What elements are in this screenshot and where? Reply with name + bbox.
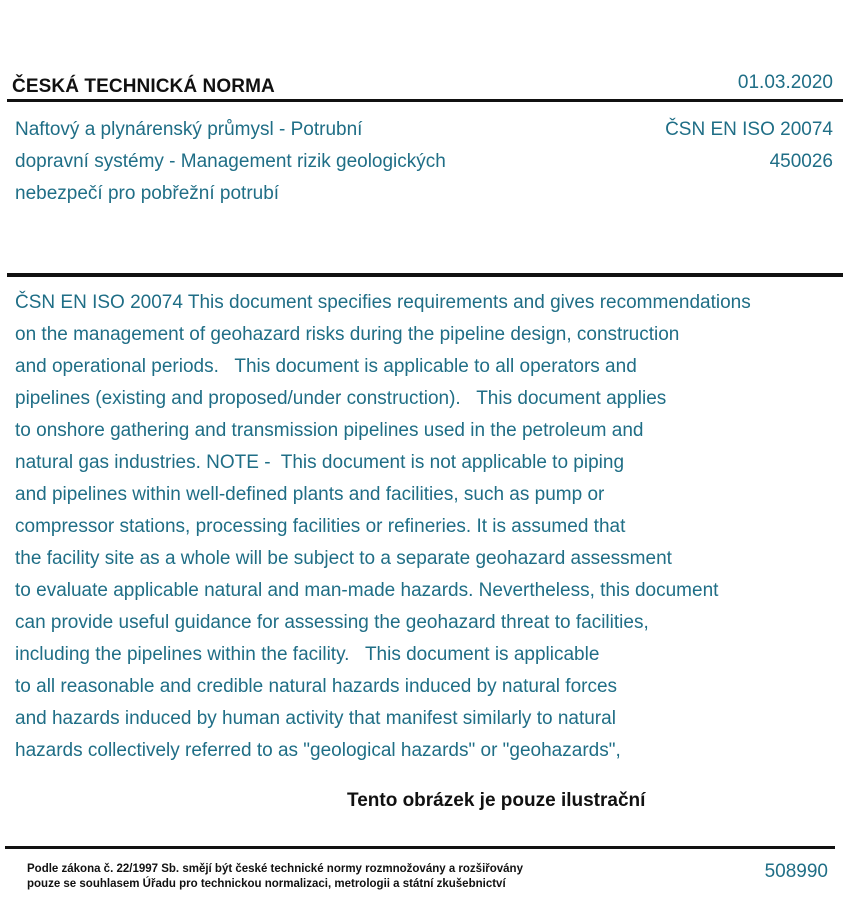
abstract-line: can provide useful guidance for assessing the geohazard threat to facilities, (15, 612, 649, 633)
abstract-line: on the management of geohazard risks during the pipeline design, construction (15, 324, 680, 345)
abstract-line: to onshore gathering and transmission pipelines used in the petroleum and (15, 420, 644, 441)
abstract-line: and hazards induced by human activity that manifest similarly to natural (15, 708, 616, 729)
standard-title-line: nebezpečí pro pobřežní potrubí (15, 183, 280, 204)
standard-title-line: Naftový a plynárenský průmysl - Potrubní (15, 119, 363, 140)
abstract-line: the facility site as a whole will be subject to a separate geohazard assessment (15, 548, 672, 569)
legal-notice-line: pouze se souhlasem Úřadu pro technickou normalizaci, metrologii a státní zkušebnictví (27, 878, 506, 890)
illustration-note: Tento obrázek je pouze ilustrační (347, 790, 646, 811)
abstract-text (15, 287, 855, 767)
class-number: 450026 (769, 151, 833, 172)
norm-heading: ČESKÁ TECHNICKÁ NORMA (12, 76, 275, 97)
abstract-line: natural gas industries. NOTE - This document is not applicable to piping (15, 452, 625, 473)
abstract-line: and pipelines within well-defined plants and facilities, such as pump or (15, 484, 605, 505)
legal-notice-line: Podle zákona č. 22/1997 Sb. smějí být české technické normy rozmnožovány a rozšiřovány (27, 863, 523, 875)
publication-date: 01.03.2020 (737, 72, 833, 93)
abstract-line: pipelines (existing and proposed/under construction). This document applies (15, 388, 667, 409)
top-divider (7, 99, 843, 102)
legal-notice (27, 862, 523, 892)
abstract-line: ČSN EN ISO 20074 This document specifies requirements and gives recommendations (15, 292, 751, 313)
standard-designation: ČSN EN ISO 20074 (665, 119, 833, 140)
abstract-line: hazards collectively referred to as "geological hazards" or "geohazards", (15, 740, 621, 761)
standard-title-line: dopravní systémy - Management rizik geologických (15, 151, 446, 172)
bottom-divider (5, 846, 835, 849)
middle-divider (7, 273, 843, 277)
abstract-line: compressor stations, processing facilities or refineries. It is assumed that (15, 516, 626, 537)
document-number: 508990 (764, 861, 828, 882)
abstract-line: and operational periods. This document is applicable to all operators and (15, 356, 637, 377)
abstract-line: to all reasonable and credible natural hazards induced by natural forces (15, 676, 618, 697)
standard-identifiers (665, 114, 833, 178)
abstract-line: to evaluate applicable natural and man-made hazards. Nevertheless, this document (15, 580, 719, 601)
standard-title (15, 114, 535, 210)
abstract-line: including the pipelines within the facility. This document is applicable (15, 644, 600, 665)
